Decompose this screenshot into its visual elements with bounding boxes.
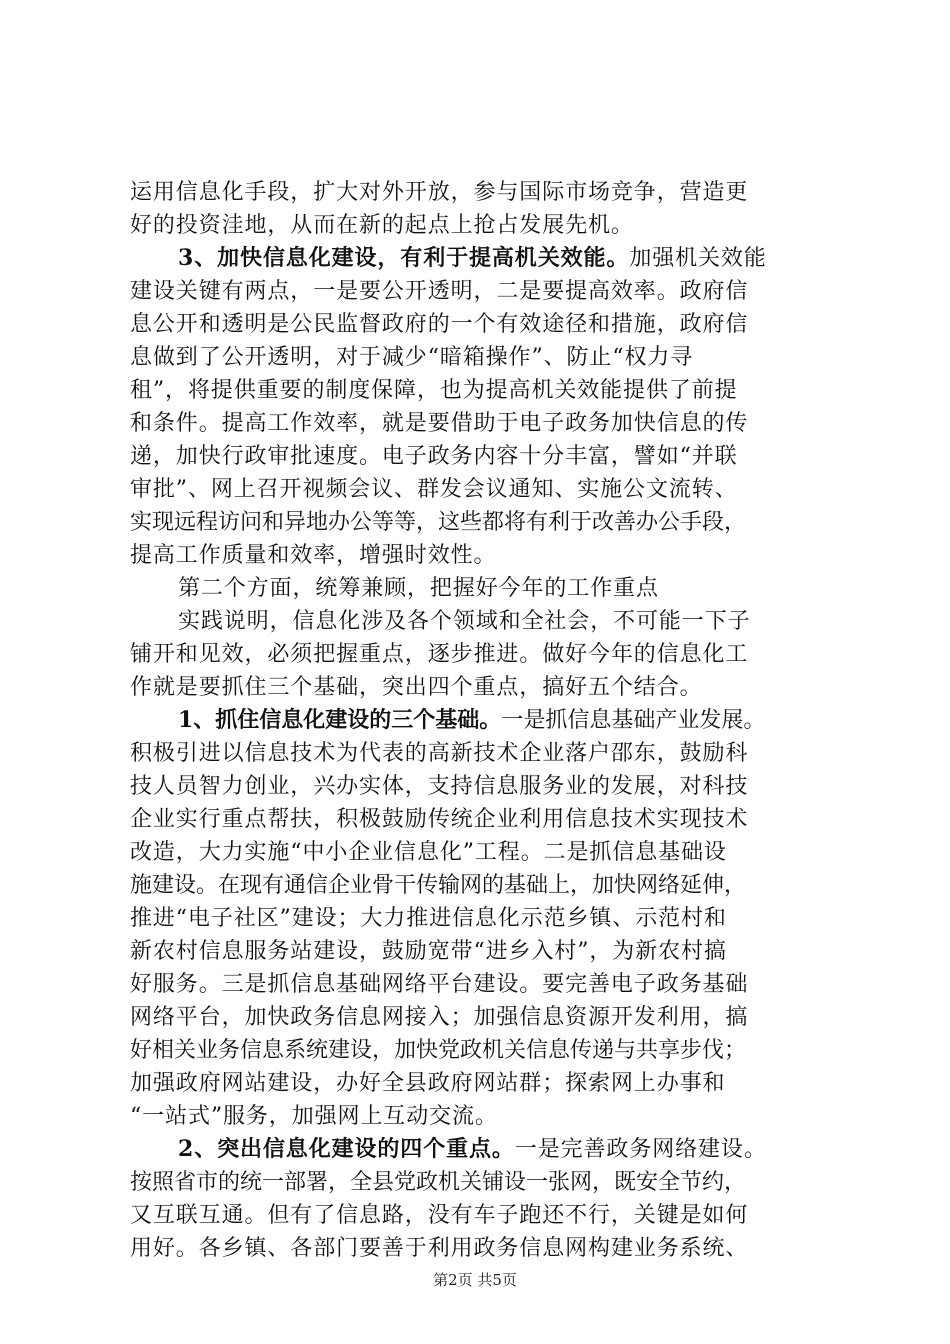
paragraph-line: “一站式”服务，加强网上互动交流。 bbox=[130, 1104, 498, 1129]
paragraph-line: 网络平台，加快政务信息网接入；加强信息资源开发利用，搞 bbox=[130, 1005, 749, 1030]
paragraph-line: 企业实行重点帮扶，积极鼓励传统企业利用信息技术实现技术 bbox=[130, 807, 749, 832]
paragraph-line: 息公开和透明是公民监督政府的一个有效途径和措施，政府信 bbox=[130, 312, 749, 337]
paragraph-line: 实现远程访问和异地办公等等，这些都将有利于改善办公手段， bbox=[130, 510, 747, 535]
paragraph-line: 租”，将提供重要的制度保障，也为提高机关效能提供了前提 bbox=[130, 378, 738, 403]
paragraph-line: 改造，大力实施“中小企业信息化”工程。二是抓信息基础设 bbox=[130, 840, 727, 865]
paragraph-line: 好相关业务信息系统建设，加快党政机关信息传递与共享步伐； bbox=[130, 1038, 747, 1063]
paragraph-line: 又互联互通。但有了信息路，没有车子跑还不行，关键是如何 bbox=[130, 1203, 749, 1228]
paragraph-first-line bbox=[178, 704, 830, 737]
paragraph-line: 用好。各乡镇、各部门要善于利用政务信息网构建业务系统、 bbox=[130, 1236, 749, 1261]
paragraph-line: 运用信息化手段，扩大对外开放，参与国际市场竞争，营造更 bbox=[130, 180, 749, 205]
paragraph-line: 铺开和见效，必须把握重点，逐步推进。做好今年的信息化工 bbox=[130, 642, 749, 667]
paragraph-text: 加强机关效能 bbox=[629, 246, 767, 271]
paragraph-line: 加强政府网站建设，办好全县政府网站群；探索网上办事和 bbox=[130, 1071, 726, 1096]
section-title: 第二个方面，统筹兼顾，把握好今年的工作重点 bbox=[178, 576, 659, 601]
section-heading: 1、抓住信息化建设的三个基础。 bbox=[178, 707, 502, 733]
paragraph-line: 建设关键有两点，一是要公开透明，二是要提高效率。政府信 bbox=[130, 279, 749, 304]
paragraph-line: 好服务。三是抓信息基础网络平台建设。要完善电子政务基础 bbox=[130, 972, 749, 997]
paragraph-line: 好的投资洼地，从而在新的起点上抢占发展先机。 bbox=[130, 213, 634, 238]
paragraph-line: 递，加快行政审批速度。电子政务内容十分丰富，譬如“并联 bbox=[130, 444, 738, 469]
paragraph-line: 和条件。提高工作效率，就是要借助于电子政务加快信息的传 bbox=[130, 411, 749, 436]
section-heading: 3、加快信息化建设，有利于提高机关效能。 bbox=[178, 245, 630, 271]
paragraph-line: 提高工作质量和效率，增强时效性。 bbox=[130, 543, 497, 568]
page-number-footer: 第2页 共5页 bbox=[433, 1271, 517, 1289]
paragraph-line: 施建设。在现有通信企业骨干传输网的基础上，加快网络延伸， bbox=[130, 873, 747, 898]
paragraph-text: 一是完善政务网络建设。 bbox=[514, 1137, 767, 1162]
paragraph-line: 积极引进以信息技术为代表的高新技术企业落户邵东，鼓励科 bbox=[130, 741, 749, 766]
paragraph-line: 推进“电子社区”建设；大力推进信息化示范乡镇、示范村和 bbox=[130, 906, 727, 931]
paragraph-line: 按照省市的统一部署，全县党政机关铺设一张网，既安全节约， bbox=[130, 1170, 747, 1195]
paragraph-first-line bbox=[178, 1133, 830, 1166]
paragraph-first-line: 实践说明，信息化涉及各个领域和全社会，不可能一下子 bbox=[178, 609, 751, 634]
section-heading: 2、突出信息化建设的四个重点。 bbox=[178, 1136, 515, 1162]
paragraph-line: 技人员智力创业，兴办实体，支持信息服务业的发展，对科技 bbox=[130, 774, 749, 799]
paragraph-line: 审批”、网上召开视频会议、群发会议通知、实施公文流转、 bbox=[130, 477, 738, 502]
paragraph-first-line bbox=[178, 242, 830, 275]
paragraph-line: 新农村信息服务站建设，鼓励宽带“进乡入村”，为新农村搞 bbox=[130, 939, 727, 964]
paragraph-text: 一是抓信息基础产业发展。 bbox=[501, 708, 766, 733]
paragraph-line: 息做到了公开透明，对于减少“暗箱操作”、防止“权力寻 bbox=[130, 345, 694, 370]
paragraph-line: 作就是要抓住三个基础，突出四个重点，搞好五个结合。 bbox=[130, 675, 703, 700]
